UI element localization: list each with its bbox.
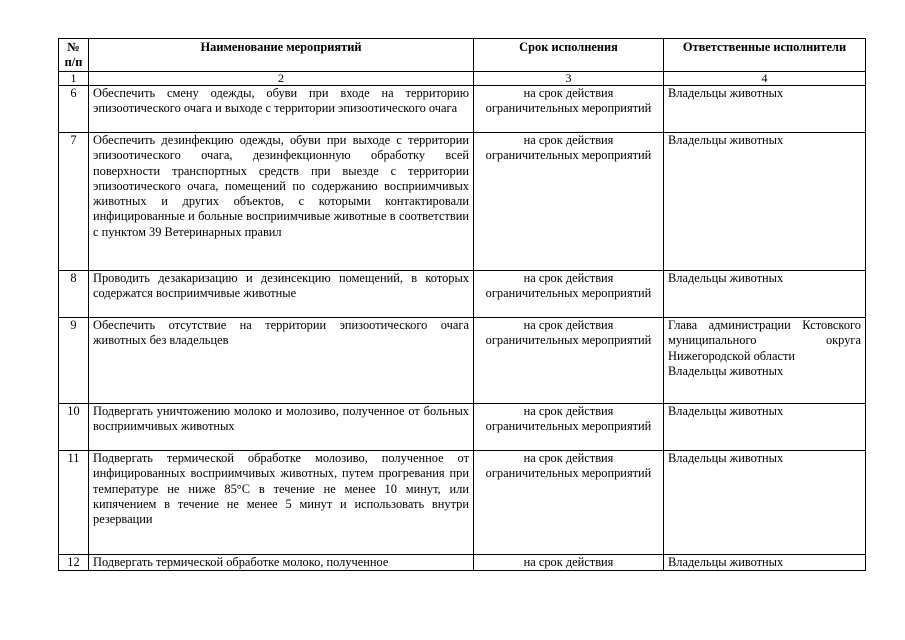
row-measure-name: Обеспечить дезинфекцию одежды, обуви при выходе с территории эпизоотического очага, дезинфекционную обработку всей поверхности транспортных средств при выезде с территории эпизоотического очага, помещений по содержанию восприимчивых животных и других объектов, с которыми контактировали инфицированные и больные восприимчивые животные в соответствии с пунктом 39 Ветеринарных правил bbox=[89, 133, 474, 271]
column-index-cell: 1 bbox=[59, 72, 89, 86]
row-number: 11 bbox=[59, 451, 89, 555]
row-term: на срок действия ограничительных мероприятий bbox=[474, 86, 664, 133]
row-responsible: Владельцы животных bbox=[664, 86, 866, 133]
row-measure-name: Обеспечить смену одежды, обуви при входе на территорию эпизоотического очага и выходе с территории эпизоотического очага bbox=[89, 86, 474, 133]
row-term: на срок действия ограничительных мероприятий bbox=[474, 404, 664, 451]
table-row bbox=[59, 555, 866, 571]
responsible-line-1: Глава администрации Кстовского муниципального округа Нижегородской области bbox=[668, 318, 861, 363]
responsible-line-2: Владельцы животных bbox=[668, 363, 784, 378]
row-number: 9 bbox=[59, 318, 89, 404]
column-index-cell: 4 bbox=[664, 72, 866, 86]
row-number: 6 bbox=[59, 86, 89, 133]
row-measure-name: Подвергать уничтожению молоко и молозиво, полученное от больных восприимчивых животных bbox=[89, 404, 474, 451]
row-number: 7 bbox=[59, 133, 89, 271]
row-number: 8 bbox=[59, 271, 89, 318]
column-index-cell: 3 bbox=[474, 72, 664, 86]
row-measure-name: Подвергать термической обработке молозиво, полученное от инфицированных восприимчивых животных, путем прогревания при температуре не ниже 85°С в течение не менее 10 минут, или кипячением в течение не менее 5 минут и использовать внутри резервации bbox=[89, 451, 474, 555]
row-responsible: Владельцы животных bbox=[664, 271, 866, 318]
row-responsible: Владельцы животных bbox=[664, 133, 866, 271]
column-index-row bbox=[59, 72, 866, 86]
row-term: на срок действия ограничительных мероприятий bbox=[474, 133, 664, 271]
header-term: Срок исполнения bbox=[474, 39, 664, 72]
table-row bbox=[59, 133, 866, 271]
table-row bbox=[59, 86, 866, 133]
row-term: на срок действия bbox=[474, 555, 664, 571]
row-number: 10 bbox=[59, 404, 89, 451]
row-measure-name: Подвергать термической обработке молоко, полученное bbox=[89, 555, 474, 571]
row-number: 12 bbox=[59, 555, 89, 571]
table-row bbox=[59, 404, 866, 451]
row-term: на срок действия ограничительных мероприятий bbox=[474, 271, 664, 318]
row-term: на срок действия ограничительных мероприятий bbox=[474, 451, 664, 555]
header-responsible: Ответственные исполнители bbox=[664, 39, 866, 72]
row-term: на срок действия ограничительных мероприятий bbox=[474, 318, 664, 404]
table-row bbox=[59, 451, 866, 555]
row-responsible bbox=[664, 318, 866, 404]
column-index-cell: 2 bbox=[89, 72, 474, 86]
header-num bbox=[59, 39, 89, 72]
table-row bbox=[59, 271, 866, 318]
row-measure-name: Обеспечить отсутствие на территории эпизоотического очага животных без владельцев bbox=[89, 318, 474, 404]
table-row bbox=[59, 318, 866, 404]
row-responsible: Владельцы животных bbox=[664, 555, 866, 571]
header-name: Наименование мероприятий bbox=[89, 39, 474, 72]
header-num-text: № п/п bbox=[64, 40, 83, 70]
row-responsible: Владельцы животных bbox=[664, 404, 866, 451]
row-measure-name: Проводить дезакаризацию и дезинсекцию помещений, в которых содержатся восприимчивые животные bbox=[89, 271, 474, 318]
table-header-row bbox=[59, 39, 866, 72]
measures-table bbox=[58, 38, 866, 571]
row-responsible: Владельцы животных bbox=[664, 451, 866, 555]
